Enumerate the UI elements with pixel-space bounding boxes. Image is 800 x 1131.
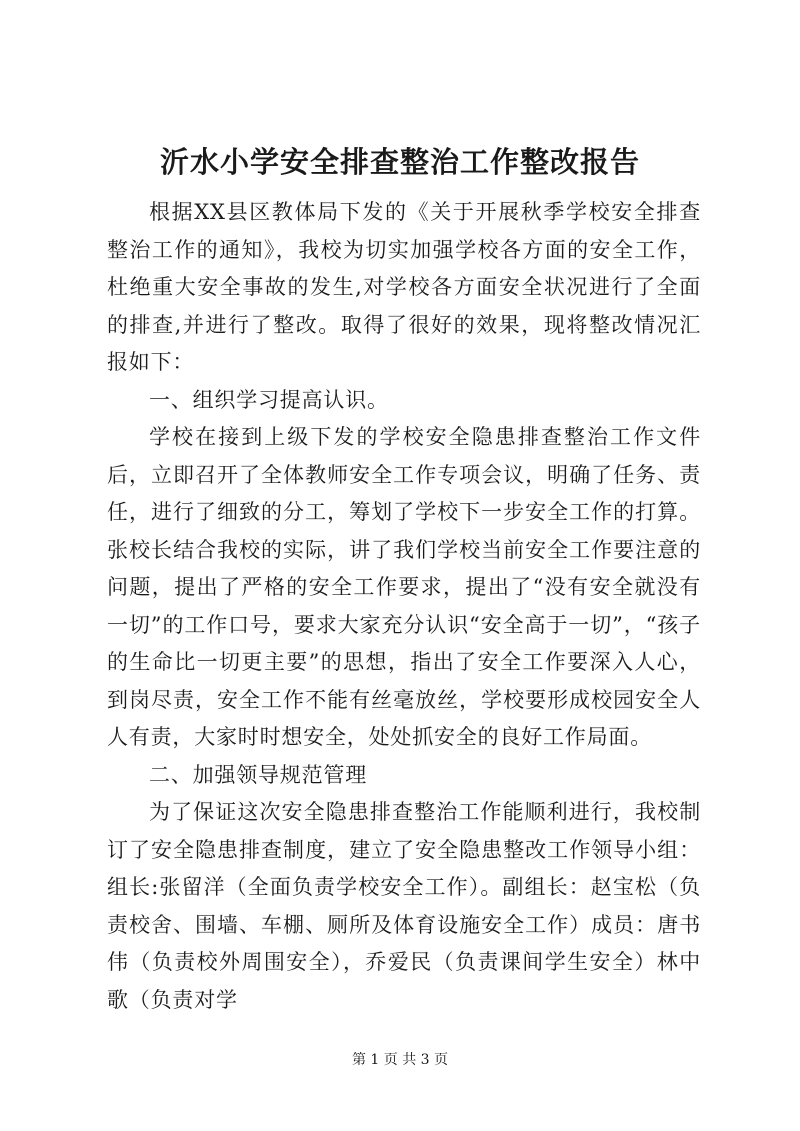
document-title: 沂水小学安全排查整治工作整改报告 — [159, 145, 640, 179]
paragraph-intro: 根据XX县区教体局下发的《关于开展秋季学校安全排查整治工作的通知》，我校为切实加强学校各方面的安全工作，杜绝重大安全事故的发生,对学校各方面安全状况进行了全面的排查,并进行了整改。取得了很好的效果，现将整改情况汇报如下： — [107, 200, 701, 374]
section-heading-2: 二、加强领导规范管理 — [149, 762, 367, 787]
document-body — [107, 194, 701, 1019]
section-heading-1: 一、组织学习提高认识。 — [149, 387, 389, 412]
page-number-footer: 第 1 页 共 3 页 — [351, 1052, 449, 1068]
paragraph-section-2: 为了保证这次安全隐患排查整治工作能顺利进行，我校制订了安全隐患排查制度，建立了安全隐患整改工作领导小组：组长:张留洋（全面负责学校安全工作）。副组长：赵宝松（负责校舍、围墙、车棚、厕所及体育设施安全工作）成员：唐书伟（负责校外周围安全），乔爱民（负责课间学生安全）林中歌（负责对学 — [107, 800, 701, 1012]
paragraph-section-1: 学校在接到上级下发的学校安全隐患排查整治工作文件后，立即召开了全体教师安全工作专项会议，明确了任务、责任，进行了细致的分工，筹划了学校下一步安全工作的打算。张校长结合我校的实际，讲了我们学校当前安全工作要注意的问题，提出了严格的安全工作要求，提出了“没有安全就没有一切”的工作口号，要求大家充分认识“安全高于一切”，“孩子的生命比一切更主要”的思想，指出了安全工作要深入人心，到岗尽责，安全工作不能有丝毫放丝，学校要形成校园安全人人有责，大家时时想安全，处处抓安全的良好工作局面。 — [107, 425, 701, 749]
